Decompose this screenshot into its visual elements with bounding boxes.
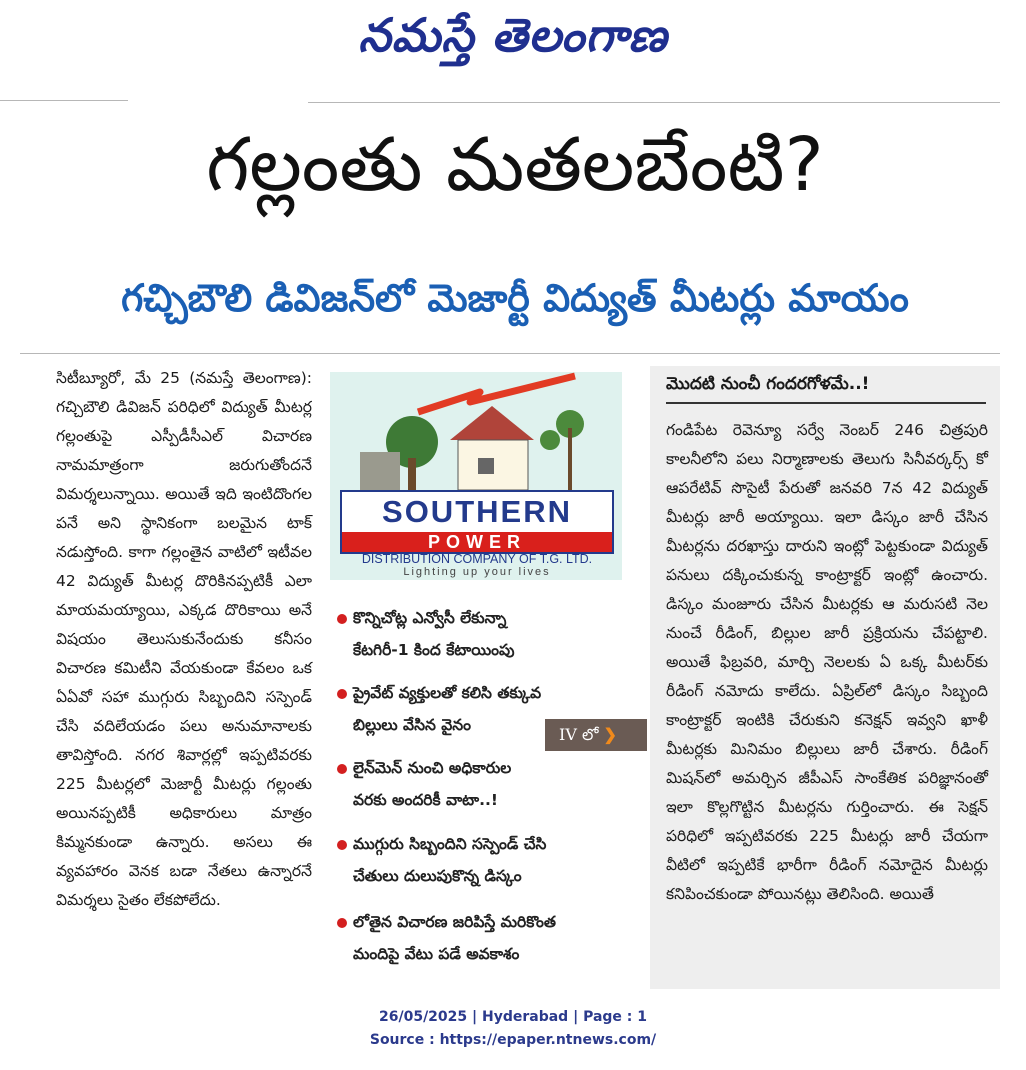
highlight-line: ముగ్గురు సిబ్బందిని సస్పెండ్ చేసి	[353, 835, 547, 853]
highlight-item	[337, 828, 637, 892]
highlight-item	[337, 752, 637, 816]
continued-on-page-tag[interactable]	[545, 719, 647, 751]
sidebar-article-text: గండిపేట రెవెన్యూ సర్వే నెంబర్ 246 చిత్రపురి కాలనీలోని పలు నిర్మాణాలకు తెలుగు సినీవర్కర్స్ కో ఆపరేటివ్ సొసైటీ పేరుతో జనవరి 7న 42 విద్యుత్ మీటర్లు జారీ అయ్యాయి. ఇలా డిస్కం జారీ చేసిన మీటర్లను దరఖాస్తు దారుని ఇంట్లో పెట్టకుండా విద్యుత్ పనులు దక్కించుకున్న కాంట్రాక్టర్ ఇంట్లో ఉంచారు. డిస్కం మంజూరు చేసిన మీటర్లకు ఆ మరుసటి నెల నుంచే రీడింగ్, బిల్లుల జారీ ప్రక్రియను చేపట్టాలి. అయితే ఫిబ్రవరి, మార్చి నెలలకు ఏ ఒక్క మీటర్‌కు రీడింగ్ నమోదు కాలేదు. ఏప్రిల్‌లో డిస్కం సిబ్బంది కాంట్రాక్టర్ ఇంటికి చేరుకుని కనెక్షన్ ఇవ్వని ఖాళీ మీటర్లకు మినిమం బిల్లులు జారీ చేశారు. రీడింగ్ మిషన్‌లో అమర్చిన జీపీఎస్ సాంకేతిక పరిజ్ఞానంతో ఇలా కొల్లగొట్టిన మీటర్లను గుర్తించారు. ఈ సెక్షన్ పరిధిలో ఇప్పటివరకు 225 మీటర్లు జారీ చేయగా వీటిలో ఇప్పటికే భారీగా రీడింగ్ నమోదైన మీటర్లు కనిపించకుండా పోయినట్లు తెలిసింది. అయితే	[666, 421, 988, 903]
headline: గల్లంతు మతలబేంటి?	[206, 122, 824, 208]
sidebar-title: మొదటి నుంచీ గందరగోళమే..!	[666, 374, 986, 404]
footer-source	[0, 1032, 1026, 1048]
highlight-item	[337, 906, 637, 970]
masthead-rule-left	[0, 100, 128, 101]
logo-power-text: POWER	[342, 532, 612, 552]
highlight-line: లైన్‌మెన్ నుంచి అధికారుల	[353, 759, 512, 777]
left-article-column: సిటీబ్యూరో, మే 25 (నమస్తే తెలంగాణ): గచ్చిబౌలి డివిజన్ పరిధిలో విద్యుత్ మీటర్ల గల్లంతుపై ఎస్పీడీసీఎల్ విచారణ నామమాత్రంగా జరుగుతోందనే విమర్శలున్నాయి. అయితే ఇది ఇంటిదొంగల పనే అని స్థానికంగా బలమైన టాక్ నడుస్తోంది. కాగా గల్లంతైన వాటిలో ఇటీవల 42 విద్యుత్ మీటర్ల దొరికినప్పటికీ ఎలా మాయమయ్యాయి, ఎక్కడ దొరికాయి అనే విషయం తెలుసుకునేందుకు కనీసం విచారణ కమిటీని వేయకుండా కేవలం ఒక ఏఏవో సహా ముగ్గురు సిబ్బందిని సస్పెండ్ చేసి వదిలేయడం పలు అనుమానాలకు తావిస్తోంది. నగర శివార్లల్లో ఇప్పటివరకు 225 మీటర్లలో మెజార్టీ మీటర్లు గల్లంతు అయినప్పటికీ అధికారులు మాత్రం కిమ్మనకుండా ఉన్నారు. అసలు ఈ వ్యవహారం వెనక బడా నేతలు ఉన్నారనే విమర్శలు సైతం లేకపోలేదు.	[56, 369, 312, 909]
chevron-right-icon: ❯	[603, 725, 617, 744]
bullet-icon	[337, 918, 347, 928]
logo-banner	[340, 490, 614, 554]
footer-source-link[interactable]: https://epaper.ntnews.com/	[439, 1032, 657, 1048]
logo-tagline: Lighting up your lives	[403, 566, 551, 578]
house-tree-illustration	[330, 372, 622, 492]
highlight-line: కేటగిరీ-1 కింద కేటాయింపు	[353, 641, 515, 659]
tgspdcl-logo-image	[330, 372, 622, 580]
masthead-rule-right	[308, 102, 1000, 103]
bullet-icon	[337, 764, 347, 774]
logo-company-text: DISTRIBUTION COMPANY OF T.G. LTD.	[361, 552, 593, 566]
footer-date-page: 26/05/2025 | Hyderabad | Page : 1	[378, 1009, 648, 1025]
highlight-line: బిల్లులు వేసిన వైనం	[353, 716, 471, 734]
highlight-line: చేతులు దులుపుకొన్న డిస్కం	[353, 867, 522, 885]
highlight-line: వరకు అందరికీ వాటా..!	[353, 791, 498, 809]
highlight-line: లోతైన విచారణ జరిపిస్తే మరికొంత	[353, 913, 556, 931]
continued-label: IV లో	[559, 725, 599, 744]
section-divider	[20, 353, 1000, 354]
bullet-icon	[337, 689, 347, 699]
subheadline: గచ్చిబౌలి డివిజన్‌లో మెజార్టీ విద్యుత్ మీటర్లు మాయం	[121, 276, 909, 320]
newspaper-masthead: నమస్తే తెలంగాణ	[358, 8, 668, 62]
logo-southern-text: SOUTHERN	[382, 494, 572, 529]
highlight-line: ప్రైవేట్ వ్యక్తులతో కలిసి తక్కువ	[353, 684, 542, 702]
highlight-line: మందిపై వేటు పడే అవకాశం	[353, 945, 520, 963]
highlight-line: కొన్నిచోట్ల ఎన్వోసీ లేకున్నా	[353, 609, 507, 627]
bullet-icon	[337, 614, 347, 624]
footer-source-label: Source :	[369, 1032, 435, 1048]
bullet-icon	[337, 840, 347, 850]
highlight-item	[337, 602, 637, 666]
